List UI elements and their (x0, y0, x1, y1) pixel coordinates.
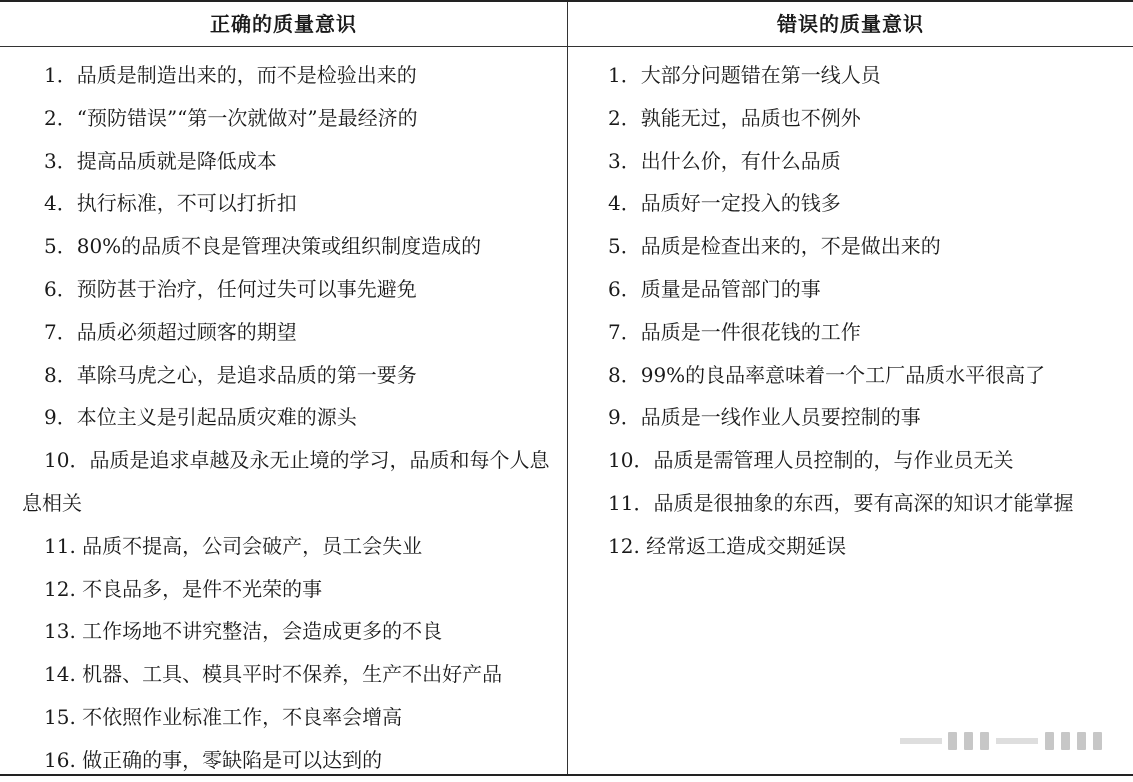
list-item: 7．品质是一件很花钱的工作 (608, 319, 861, 344)
list-item: 1．品质是制造出来的，而不是检验出来的 (44, 63, 417, 87)
list-item: 3．出什么价，有什么品质 (608, 148, 841, 173)
list-item: 16. 做正确的事，零缺陷是可以达到的 (44, 747, 383, 772)
list-item: 10．品质是需管理人员控制的，与作业员无关 (608, 448, 1014, 473)
correct-awareness-column (0, 54, 567, 782)
list-item: 6．质量是品管部门的事 (608, 276, 821, 301)
list-item: 7．品质必须超过顾客的期望 (44, 319, 297, 344)
table-header-row (0, 2, 1133, 47)
list-item: 12. 不良品多，是件不光荣的事 (44, 576, 323, 601)
list-item: 2．孰能无过，品质也不例外 (608, 105, 861, 130)
list-item: 5．品质是检查出来的，不是做出来的 (608, 234, 941, 259)
list-item: 13. 工作场地不讲究整洁，会造成更多的不良 (44, 619, 443, 644)
list-item: 8．99%的良品率意味着一个工厂品质水平很高了 (608, 362, 1046, 387)
list-item: 9．本位主义是引起品质灾难的源头 (44, 405, 357, 430)
list-item: 4．执行标准，不可以打折扣 (44, 191, 297, 216)
list-item: 4．品质好一定投入的钱多 (608, 191, 841, 216)
header-wrong-awareness: 错误的质量意识 (777, 12, 924, 36)
list-item: 14. 机器、工具、模具平时不保养，生产不出好产品 (44, 662, 503, 687)
list-item: 6．预防甚于治疗，任何过失可以事先避免 (44, 276, 417, 301)
list-item: 2．“预防错误”“第一次就做对”是最经济的 (44, 105, 418, 130)
list-item: 3．提高品质就是降低成本 (44, 148, 277, 173)
list-item: 11．品质是很抽象的东西，要有高深的知识才能掌握 (608, 490, 1074, 515)
header-correct-awareness: 正确的质量意识 (210, 12, 357, 36)
list-item: 9．品质是一线作业人员要控制的事 (608, 405, 921, 430)
list-item: 10．品质是追求卓越及永无止境的学习，品质和每个人息息相关 (22, 448, 550, 515)
list-item: 12. 经常返工造成交期延误 (608, 533, 847, 558)
wrong-awareness-column (568, 54, 1133, 568)
list-item: 15. 不依照作业标准工作，不良率会增高 (44, 704, 403, 729)
list-item: 1．大部分问题错在第一线人员 (608, 63, 881, 87)
list-item: 8．革除马虎之心，是追求品质的第一要务 (44, 362, 417, 387)
list-item: 5．80%的品质不良是管理决策或组织制度造成的 (44, 234, 482, 259)
watermark-logo-icon (900, 728, 1115, 754)
list-item: 11. 品质不提高，公司会破产，员工会失业 (44, 533, 423, 558)
